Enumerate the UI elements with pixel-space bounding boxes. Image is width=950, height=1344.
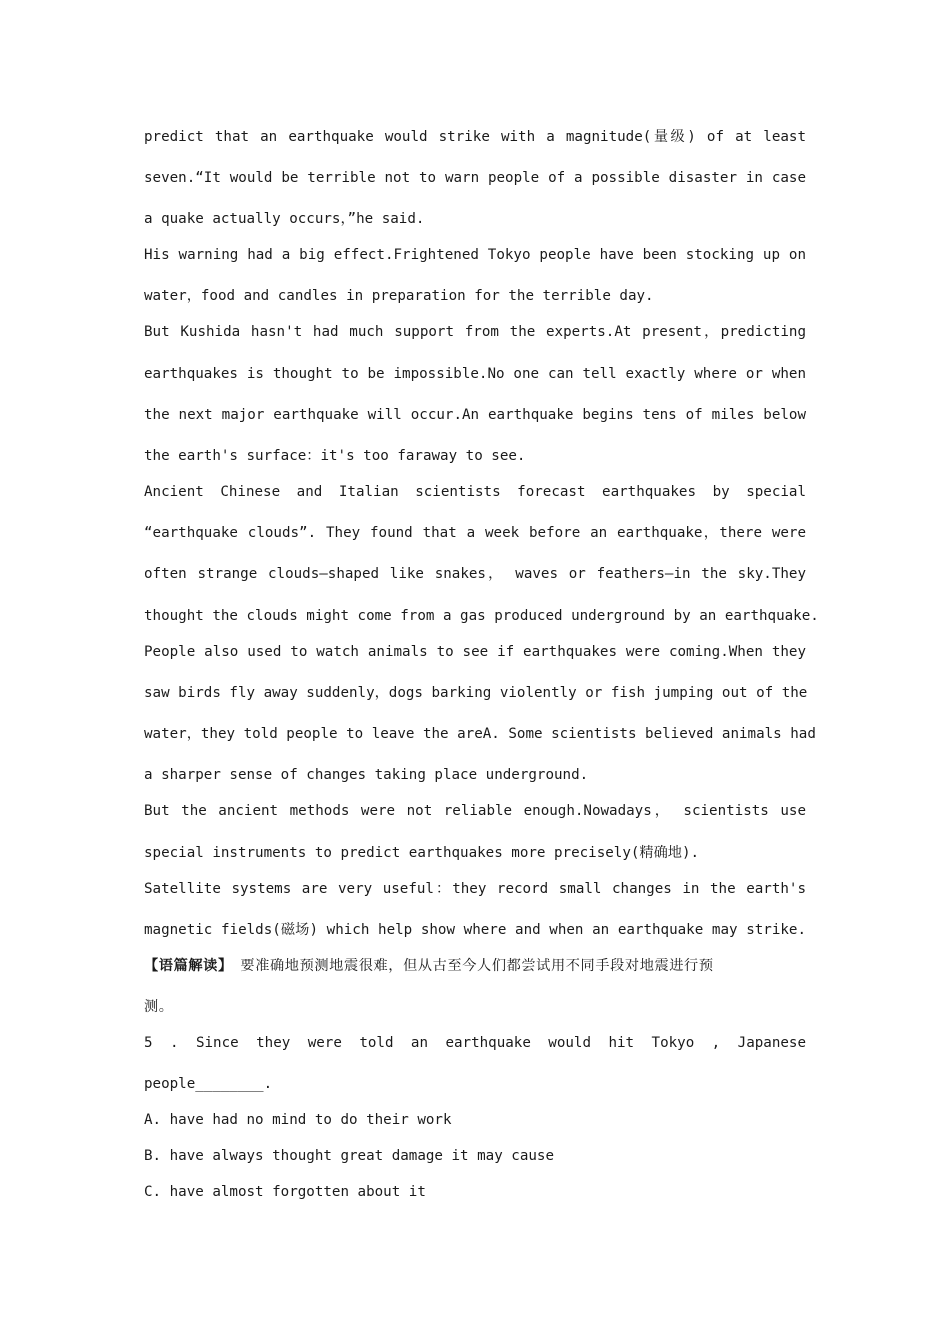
- text-line: the next major earthquake will occur.An earthquake begins tens of miles below: [144, 407, 806, 423]
- analysis-text-continued: 测。: [144, 999, 174, 1015]
- answer-option-b: B. have always thought great damage it may cause: [144, 1148, 554, 1164]
- analysis-paragraph: [144, 956, 806, 976]
- text-line: His warning had a big effect.Frightened Tokyo people have been stocking up on: [144, 247, 806, 263]
- text-line: water，food and candles in preparation for the terrible day.: [144, 288, 654, 304]
- question-stem: 5 . Since they were told an earthquake would hit Tokyo , Japanese: [144, 1035, 806, 1051]
- text-line: earthquakes is thought to be impossible.No one can tell exactly where or when: [144, 366, 806, 382]
- text-line: magnetic fields(磁场) which help show where and when an earthquake may strike.: [144, 922, 806, 938]
- text-line: saw birds fly away suddenly，dogs barking violently or fish jumping out of the: [144, 685, 808, 701]
- text-line: seven.“It would be terrible not to warn people of a possible disaster in case: [144, 170, 806, 186]
- text-line: But Kushida hasn't had much support from the experts.At present，predicting: [144, 324, 806, 340]
- text-line: a quake actually occurs，”he said.: [144, 211, 425, 227]
- text-line: the earth's surface：it's too faraway to see.: [144, 448, 526, 464]
- text-line: Satellite systems are very useful：they record small changes in the earth's: [144, 881, 806, 897]
- answer-option-c: C. have almost forgotten about it: [144, 1184, 426, 1200]
- text-line: People also used to watch animals to see if earthquakes were coming.When they: [144, 644, 806, 660]
- text-line: special instruments to predict earthquakes more precisely(精确地).: [144, 845, 700, 861]
- text-line: But the ancient methods were not reliable enough.Nowadays， scientists use: [144, 803, 806, 819]
- analysis-text: 要准确地预测地震很难，但从古至今人们都尝试用不同手段对地震进行预: [225, 958, 714, 974]
- text-line: predict that an earthquake would strike with a magnitude(量级) of at least: [144, 129, 806, 145]
- analysis-label: 【语篇解读】: [144, 958, 226, 974]
- answer-option-a: A. have had no mind to do their work: [144, 1112, 452, 1128]
- text-line: water，they told people to leave the areA. Some scientists believed animals had: [144, 726, 816, 742]
- text-line: often strange clouds—shaped like snakes， waves or feathers—in the sky.They: [144, 566, 806, 582]
- text-line: thought the clouds might come from a gas produced underground by an earthquake.: [144, 608, 819, 624]
- text-line: a sharper sense of changes taking place underground.: [144, 767, 589, 783]
- text-line: Ancient Chinese and Italian scientists forecast earthquakes by special: [144, 484, 806, 500]
- text-line: “earthquake clouds”. They found that a week before an earthquake，there were: [144, 525, 806, 541]
- question-stem-continued: people________.: [144, 1076, 273, 1092]
